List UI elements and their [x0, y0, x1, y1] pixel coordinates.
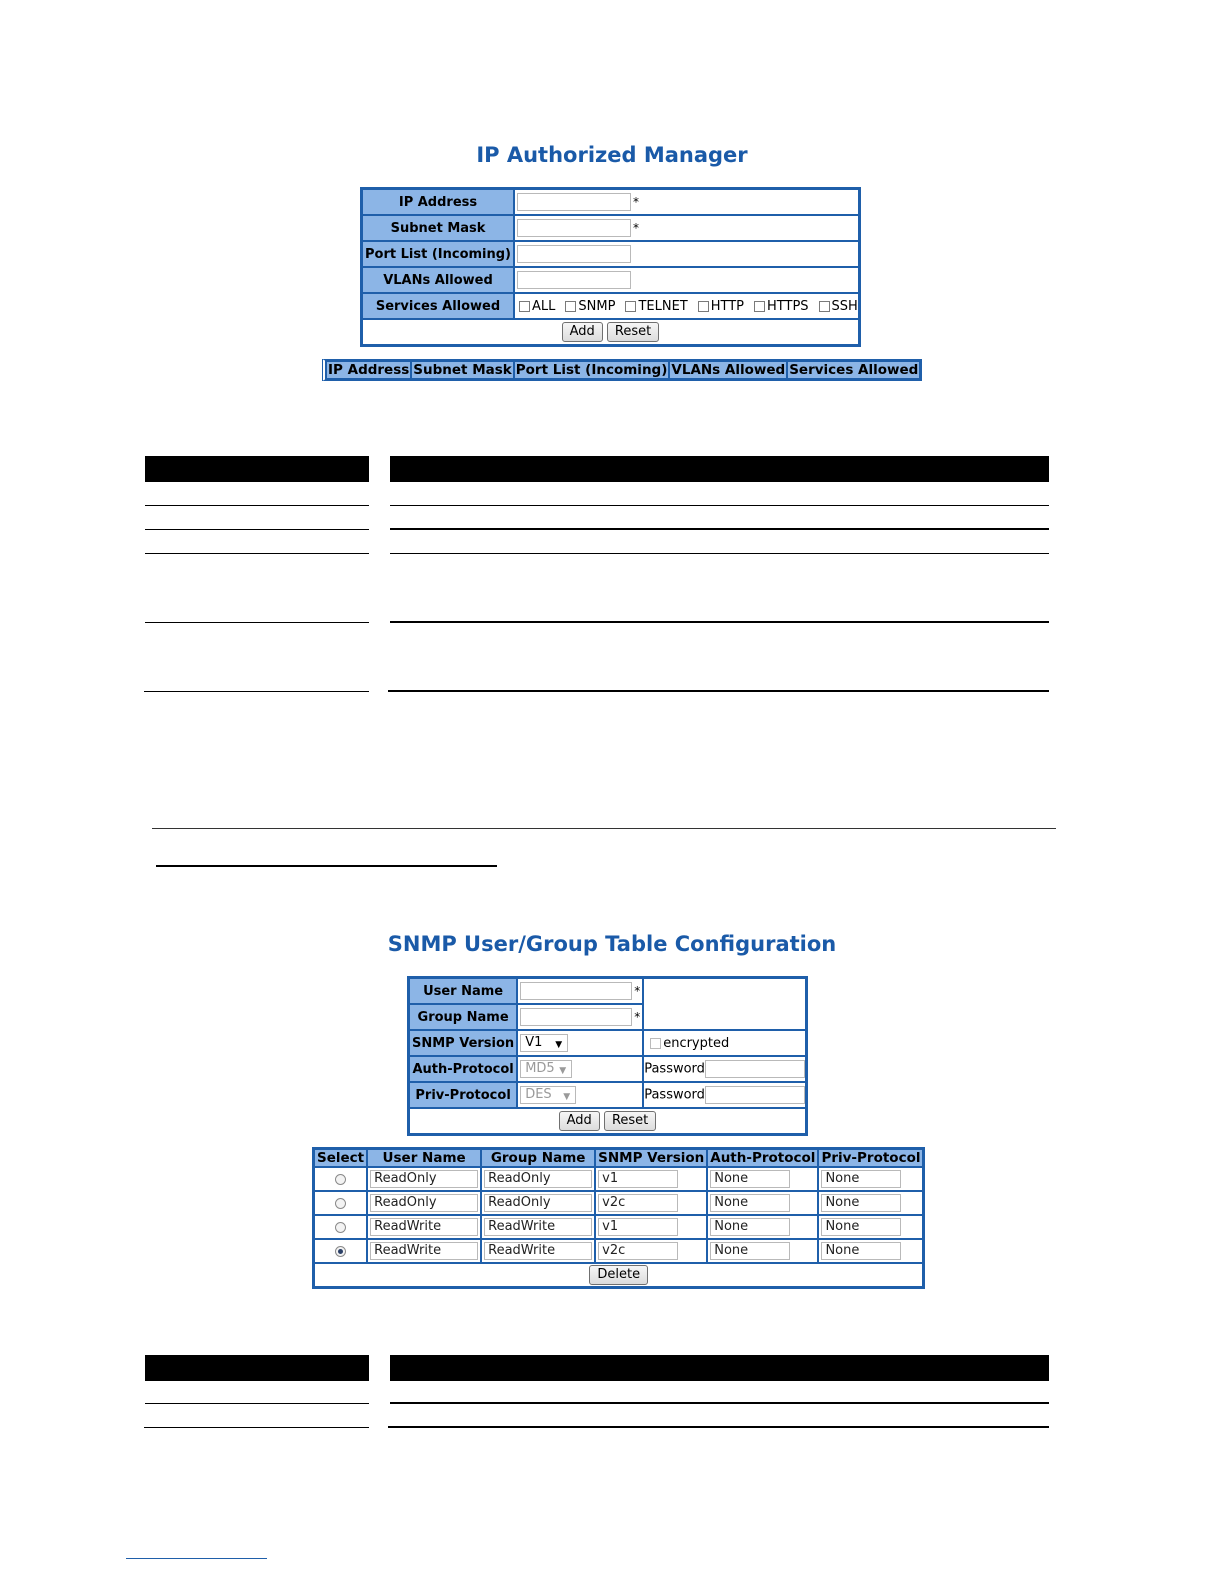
- service-telnet-checkbox[interactable]: [625, 301, 636, 312]
- ip-manager-title: IP Authorized Manager: [476, 143, 748, 167]
- subnet-mask-input[interactable]: [517, 219, 631, 237]
- table-row: [314, 1167, 923, 1191]
- row-priv-protocol: None: [821, 1218, 901, 1236]
- service-snmp-checkbox[interactable]: [565, 301, 576, 312]
- list-header-subnet-mask: Subnet Mask: [413, 362, 512, 378]
- priv-protocol-value: DES: [525, 1087, 552, 1102]
- doc-table-header-right: [390, 456, 1049, 482]
- group-name-input[interactable]: [520, 1008, 632, 1026]
- service-snmp-label: SNMP: [578, 298, 616, 314]
- doc-table-rule: [390, 528, 1049, 530]
- row-auth-protocol: None: [710, 1194, 790, 1212]
- services-allowed-label: Services Allowed: [362, 293, 514, 319]
- row-priv-protocol: None: [821, 1242, 901, 1260]
- doc-table-rule: [145, 622, 369, 623]
- section-divider: [152, 828, 1056, 829]
- row-auth-protocol: None: [710, 1170, 790, 1188]
- doc-table-rule: [388, 1426, 1049, 1428]
- add-button[interactable]: Add: [559, 1111, 600, 1131]
- table-row: [314, 1191, 923, 1215]
- doc-table-rule: [145, 1403, 369, 1404]
- service-http-label: HTTP: [710, 298, 745, 314]
- row-group-name: ReadWrite: [484, 1242, 592, 1260]
- doc-table-rule: [388, 690, 1049, 692]
- snmp-form-button-row: [409, 1108, 806, 1134]
- snmp-version-label: SNMP Version: [409, 1030, 517, 1056]
- row-group-name: ReadOnly: [484, 1194, 592, 1212]
- user-name-input[interactable]: [520, 982, 632, 1000]
- table-row: [314, 1239, 923, 1263]
- row-snmp-version: v1: [598, 1218, 678, 1236]
- required-mark: *: [634, 984, 641, 998]
- priv-password-label: Password: [644, 1087, 705, 1103]
- doc-table-rule: [390, 553, 1049, 554]
- table-row: [314, 1215, 923, 1239]
- blank-cell: [643, 978, 806, 1030]
- doc-table-header-right: [390, 1355, 1049, 1381]
- doc-table-rule: [145, 529, 369, 530]
- list-header-ip-address: IP Address: [328, 362, 410, 378]
- section-heading-underline: [156, 865, 497, 867]
- snmp-table-button-row: [314, 1263, 923, 1287]
- port-list-label: Port List (Incoming): [362, 241, 514, 267]
- ip-address-label: IP Address: [362, 189, 514, 215]
- row-user-name: ReadWrite: [370, 1218, 478, 1236]
- list-header-vlans-allowed: VLANs Allowed: [671, 362, 786, 378]
- delete-button[interactable]: Delete: [589, 1265, 648, 1285]
- auth-password-label: Password: [644, 1061, 705, 1077]
- ip-manager-form: [360, 187, 861, 347]
- doc-table-rule: [144, 1427, 369, 1428]
- select-radio[interactable]: [335, 1174, 346, 1185]
- vlans-allowed-input[interactable]: [517, 271, 631, 289]
- doc-table-rule: [145, 505, 369, 506]
- doc-table-header-left: [145, 1355, 369, 1381]
- priv-protocol-select[interactable]: [520, 1086, 576, 1104]
- service-http-checkbox[interactable]: [698, 301, 709, 312]
- row-priv-protocol: None: [821, 1170, 901, 1188]
- doc-table-rule: [390, 621, 1049, 623]
- doc-table-rule: [390, 1402, 1049, 1404]
- column-header-snmp-version: SNMP Version: [595, 1149, 707, 1167]
- auth-protocol-label: Auth-Protocol: [409, 1056, 517, 1082]
- doc-table-rule: [390, 505, 1049, 506]
- group-name-label: Group Name: [409, 1004, 517, 1030]
- service-https-checkbox[interactable]: [754, 301, 765, 312]
- select-radio-selected[interactable]: [335, 1246, 346, 1257]
- column-header-select: Select: [314, 1149, 367, 1167]
- snmp-version-value: V1: [525, 1035, 543, 1050]
- select-radio[interactable]: [335, 1198, 346, 1209]
- encrypted-label: encrypted: [663, 1035, 730, 1051]
- chevron-down-icon: ▼: [563, 1092, 571, 1102]
- service-https-label: HTTPS: [767, 298, 809, 314]
- row-auth-protocol: None: [710, 1218, 790, 1236]
- doc-table-rule: [145, 553, 369, 554]
- select-radio[interactable]: [335, 1222, 346, 1233]
- priv-protocol-label: Priv-Protocol: [409, 1082, 517, 1108]
- auth-password-input[interactable]: [705, 1060, 805, 1078]
- snmp-title: SNMP User/Group Table Configuration: [387, 932, 837, 956]
- column-header-auth-protocol: Auth-Protocol: [707, 1149, 818, 1167]
- row-user-name: ReadOnly: [370, 1194, 478, 1212]
- snmp-version-select[interactable]: [520, 1034, 568, 1052]
- user-name-label: User Name: [409, 978, 517, 1004]
- snmp-user-table: [312, 1147, 925, 1289]
- row-snmp-version: v1: [598, 1170, 678, 1188]
- doc-table-header-left: [145, 456, 369, 482]
- service-all-label: ALL: [532, 298, 556, 314]
- encrypted-checkbox[interactable]: [650, 1038, 661, 1049]
- snmp-form: [407, 976, 808, 1136]
- column-header-user-name: User Name: [367, 1149, 481, 1167]
- ip-manager-list-header: [322, 359, 922, 381]
- row-group-name: ReadWrite: [484, 1218, 592, 1236]
- subnet-mask-label: Subnet Mask: [362, 215, 514, 241]
- footnote-rule: [126, 1558, 267, 1559]
- add-button[interactable]: Add: [562, 322, 603, 342]
- doc-table-rule: [144, 691, 369, 692]
- row-auth-protocol: None: [710, 1242, 790, 1260]
- chevron-down-icon: ▼: [555, 1040, 563, 1050]
- ip-manager-button-row: [362, 319, 859, 345]
- required-mark: *: [633, 195, 640, 209]
- row-snmp-version: v2c: [598, 1242, 678, 1260]
- vlans-allowed-label: VLANs Allowed: [362, 267, 514, 293]
- row-priv-protocol: None: [821, 1194, 901, 1212]
- service-all-checkbox[interactable]: [519, 301, 530, 312]
- services-checkbox-group: [514, 293, 859, 319]
- port-list-input[interactable]: [517, 245, 631, 263]
- column-header-priv-protocol: Priv-Protocol: [818, 1149, 923, 1167]
- auth-protocol-select[interactable]: [520, 1060, 572, 1078]
- reset-button[interactable]: Reset: [604, 1111, 656, 1131]
- required-mark: *: [633, 221, 640, 235]
- list-header-port-list: Port List (Incoming): [515, 362, 668, 378]
- service-ssh-label: SSH: [831, 298, 858, 314]
- service-ssh-checkbox[interactable]: [819, 301, 830, 312]
- required-mark: *: [634, 1010, 641, 1024]
- ip-address-input[interactable]: [517, 193, 631, 211]
- chevron-down-icon: ▼: [559, 1066, 567, 1076]
- list-header-services-allowed: Services Allowed: [789, 362, 919, 378]
- row-user-name: ReadWrite: [370, 1242, 478, 1260]
- row-group-name: ReadOnly: [484, 1170, 592, 1188]
- service-telnet-label: TELNET: [638, 298, 688, 314]
- priv-password-input[interactable]: [705, 1086, 805, 1104]
- row-user-name: ReadOnly: [370, 1170, 478, 1188]
- column-header-group-name: Group Name: [481, 1149, 595, 1167]
- auth-protocol-value: MD5: [525, 1061, 555, 1076]
- row-snmp-version: v2c: [598, 1194, 678, 1212]
- reset-button[interactable]: Reset: [607, 322, 659, 342]
